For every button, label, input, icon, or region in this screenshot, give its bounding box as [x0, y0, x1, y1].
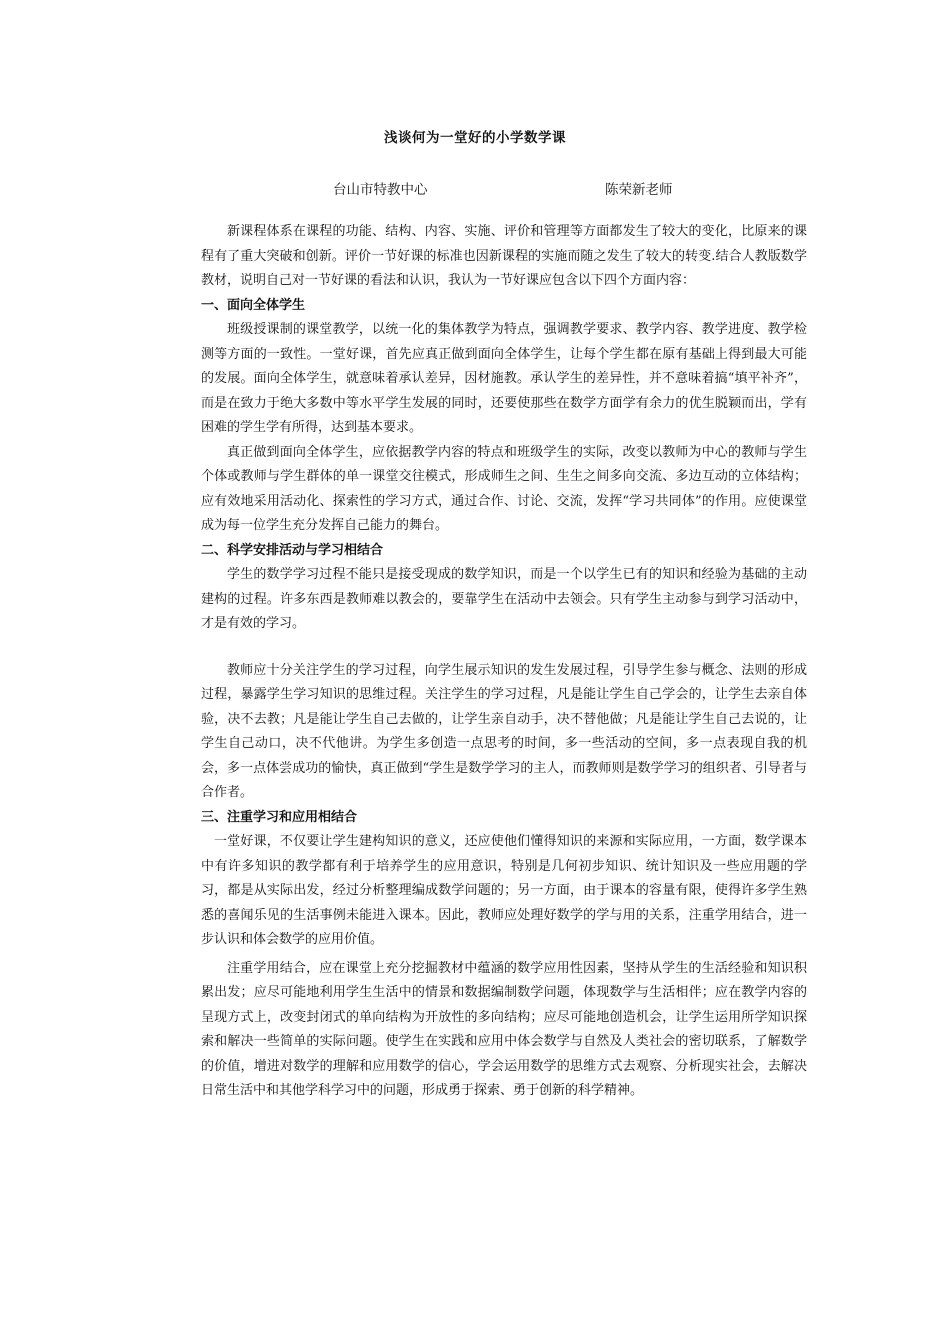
intro-paragraph: 新课程体系在课程的功能、结构、内容、实施、评价和管理等方面都发生了较大的变化，比原来的课程有了重大突破和创新。评价一节好课的标准也因新课程的实施而随之发生了较大的转变.结合人教版数学教材，说明自己对一节好课的看法和认识，我认为一节好课应包含以下四个方面内容：	[201, 224, 807, 288]
section-heading-3: 三、注重学习和应用相结合	[201, 809, 358, 825]
section-3-paragraph-2: 注重学用结合，应在课堂上充分挖掘教材中蕴涵的数学应用性因素，坚持从学生的生活经验和知识积累出发；应尽可能地利用学生生活中的情景和数据编制数学问题，体现数学与生活相伴；应在教学内容的呈现方式上，改变封闭式的单向结构为开放性的多向结构；应尽可能地创造机会，让学生运用所学知识探索和解决一些简单的实际问题。使学生在实践和应用中体会数学与自然及人类社会的密切联系，了解数学的价值，增进对数学的理解和应用数学的信心，学会运用数学的思维方式去观察、分析现实社会，去解决日常生活中和其他学科学习中的问题，形成勇于探索、勇于创新的科学精神。	[201, 960, 807, 1098]
section-heading-1: 一、面向全体学生	[201, 297, 306, 313]
section-1-paragraph-2: 真正做到面向全体学生，应依据教学内容的特点和班级学生的实际，改变以教师为中心的教师与学生个体或教师与学生群体的单一课堂交往模式，形成师生之间、生生之间多向交流、多边互动的立体结构；应有效地采用活动化、探索性的学习方式，通过合作、讨论、交流，发挥“学习共同体”的作用。应使课堂成为每一位学生充分发挥自己能力的舞台。	[201, 444, 807, 533]
section-heading-2: 二、科学安排活动与学习相结合	[201, 542, 384, 558]
document-title: 浅谈何为一堂好的小学数学课	[384, 130, 566, 146]
section-2-paragraph-1: 学生的数学学习过程不能只是接受现成的数学知识，而是一个以学生已有的知识和经验为基础的主动建构的过程。许多东西是教师难以教会的，要靠学生在活动中去领会。只有学生主动参与到学习活动中，才是有效的学习。	[201, 567, 807, 631]
document-body	[201, 220, 807, 1104]
section-3-paragraph-1: 一堂好课，不仅要让学生建构知识的意义，还应使他们懂得知识的来源和实际应用，一方面，数学课本中有许多知识的教学都有利于培养学生的应用意识，特别是几何初步知识、统计知识及一些应用题的学习，都是从实际出发，经过分析整理编成数学问题的；另一方面，由于课本的容量有限，使得许多学生熟悉的喜闻乐见的生活事例未能进入课本。因此，教师应处理好数学的学与用的关系，注重学用结合，进一步认识和体会数学的应用价值。	[201, 834, 807, 947]
author-organization: 台山市特教中心	[333, 182, 428, 198]
section-1-paragraph-1: 班级授课制的课堂教学，以统一化的集体教学为特点，强调教学要求、教学内容、教学进度、教学检测等方面的一致性。一堂好课，首先应真正做到面向全体学生，让每个学生都在原有基础上得到最大可能的发展。面向全体学生，就意味着承认差异，因材施教。承认学生的差异性，并不意味着搞“填平补齐”，而是在致力于绝大多数中等水平学生发展的同时，还要使那些在数学方面学有余力的优生脱颖而出，学有困难的学生学有所得，达到基本要求。	[201, 322, 807, 435]
author-name: 陈荣新老师	[605, 182, 673, 198]
section-2-paragraph-2: 教师应十分关注学生的学习过程，向学生展示知识的发生发展过程，引导学生参与概念、法则的形成过程，暴露学生学习知识的思维过程。关注学生的学习过程，凡是能让学生自己学会的，让学生去亲自体验，决不去教；凡是能让学生自己去做的，让学生亲自动手，决不替他做；凡是能让学生自己去说的，让学生自己动口，决不代他讲。为学生多创造一点思考的时间，多一些活动的空间，多一点表现自我的机会，多一点体尝成功的愉快，真正做到“学生是数学学习的主人，而教师则是数学学习的组织者、引导者与合作者。	[201, 662, 807, 800]
byline	[0, 178, 950, 198]
